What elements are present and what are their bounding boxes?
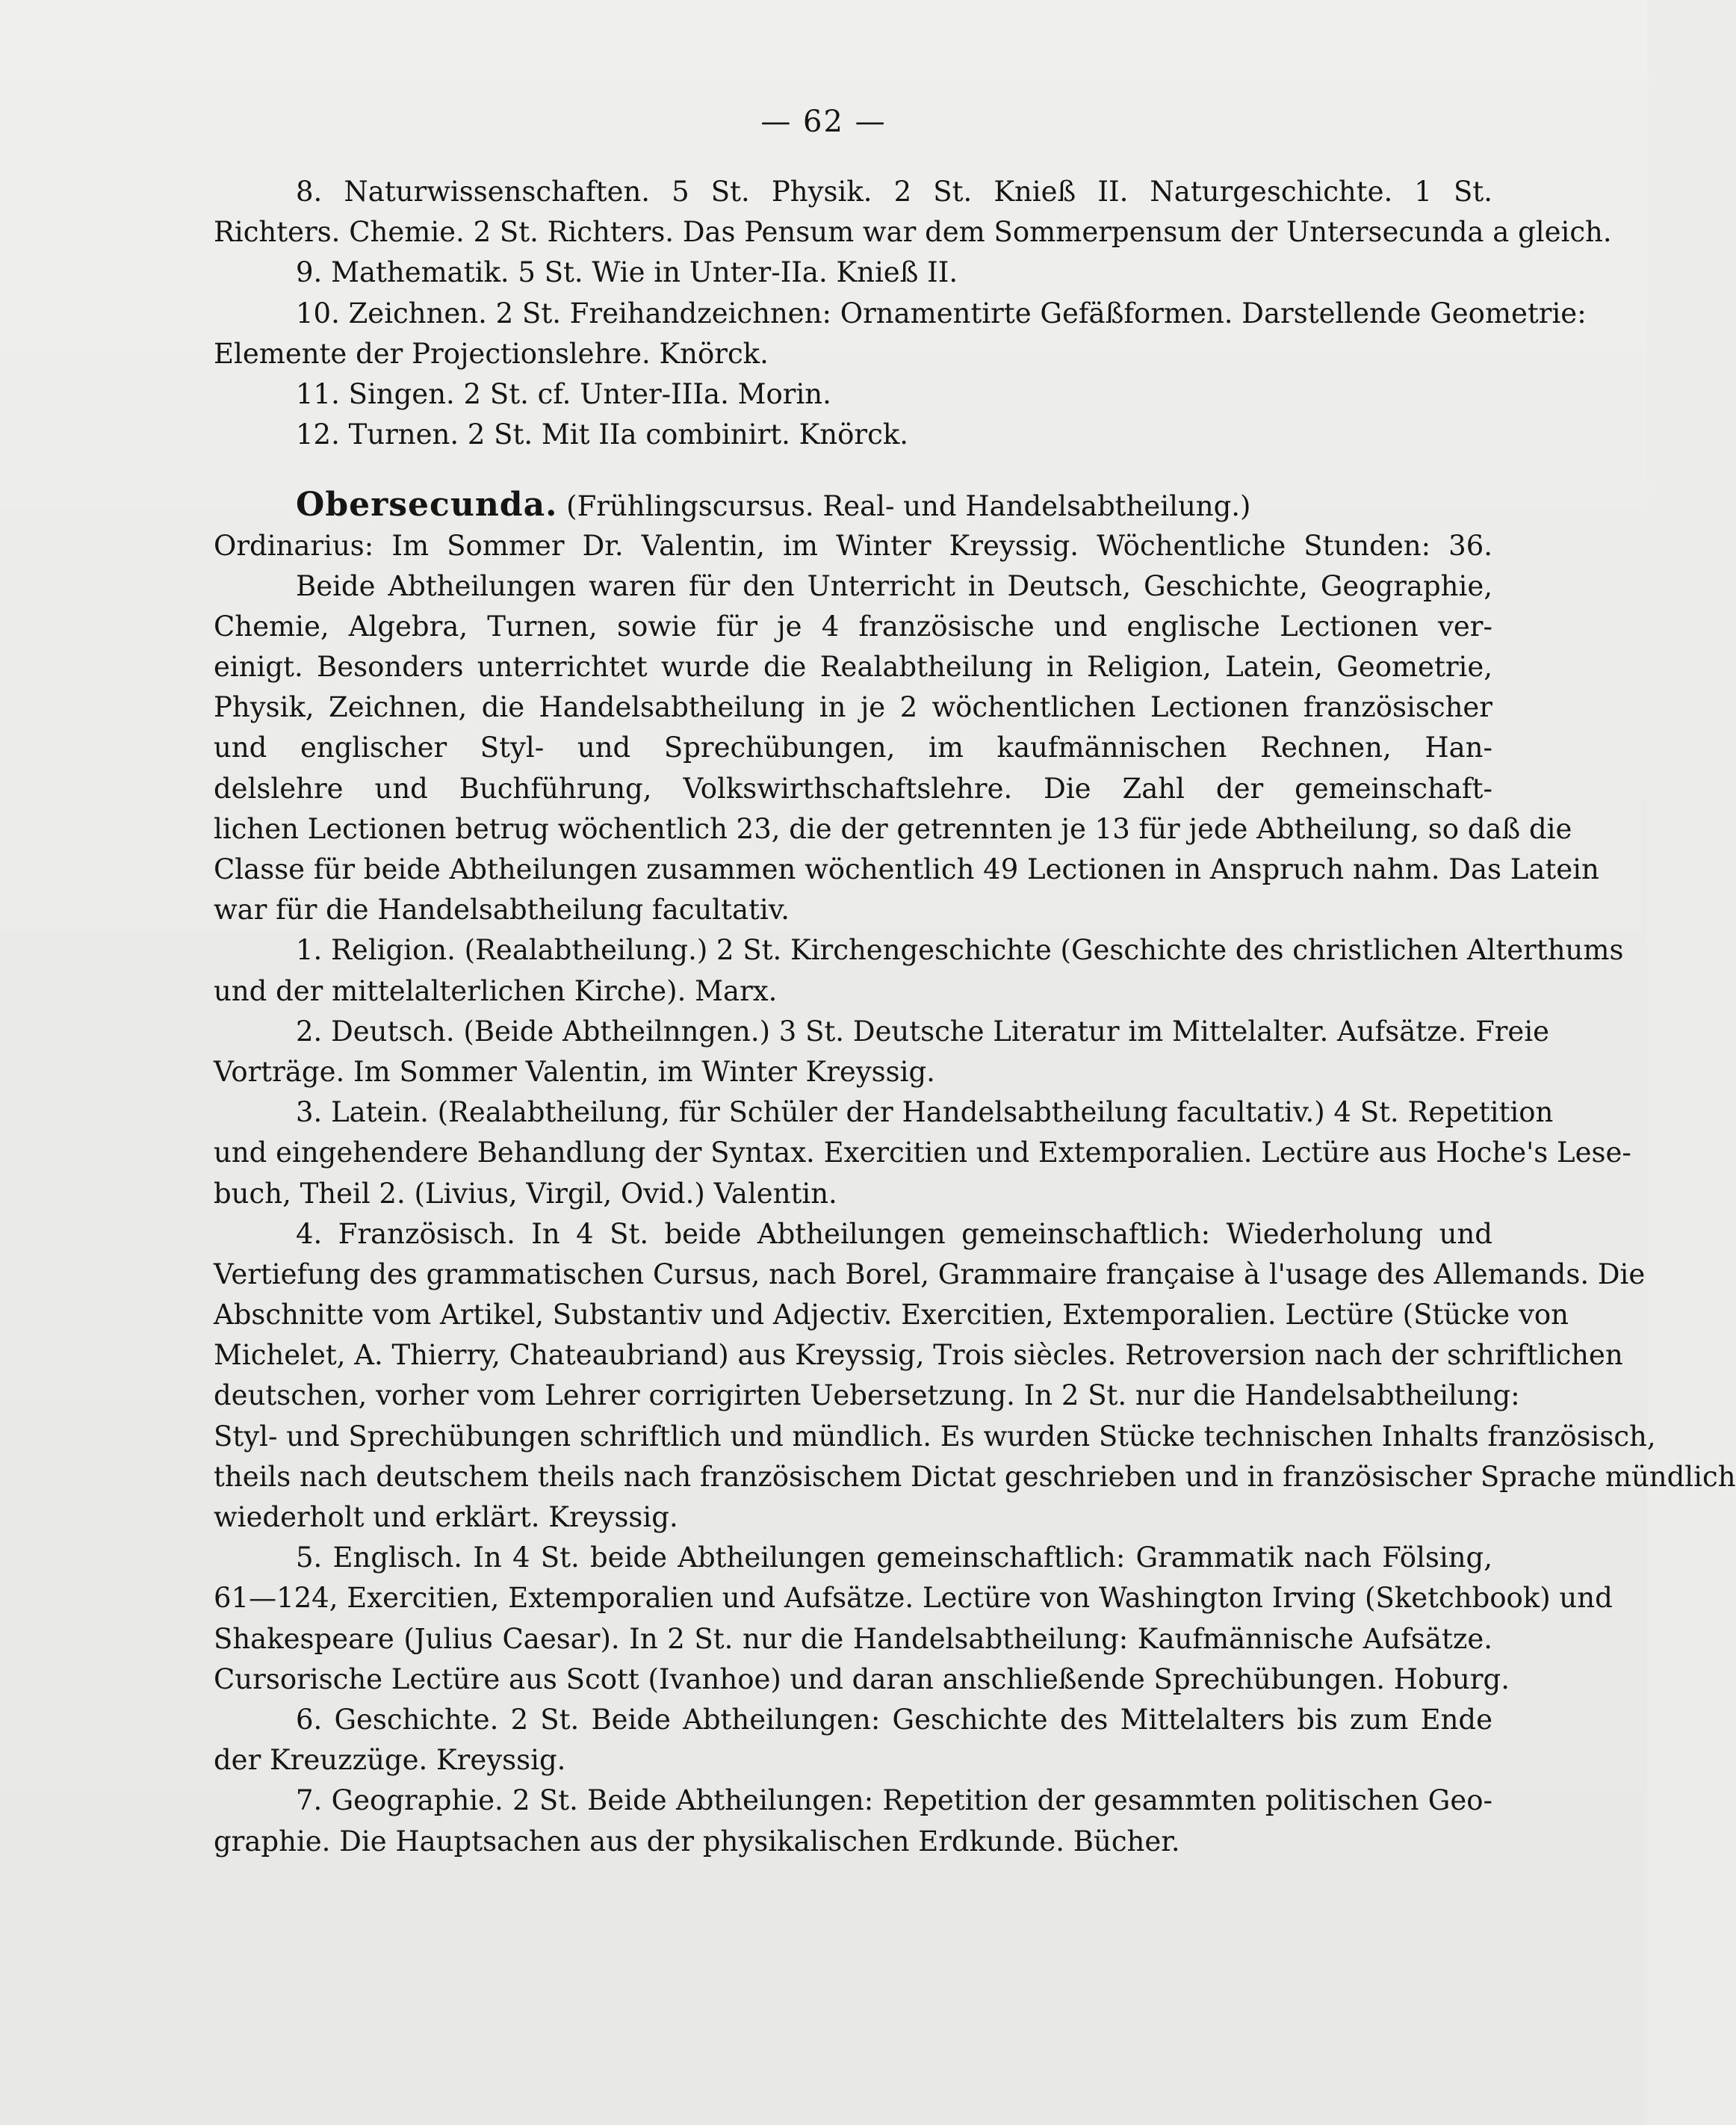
text-line: Beide Abtheilungen waren für den Unterricht in Deutsch, Geschichte, Geographie, xyxy=(296,569,1492,602)
text-line: buch, Theil 2. (Livius, Virgil, Ovid.) Valentin. xyxy=(214,1177,837,1210)
page-number: — 62 — xyxy=(760,105,887,139)
text-line: und der mittelalterlichen Kirche). Marx. xyxy=(214,974,778,1007)
text-line: und englischer Styl- und Sprechübungen, im kaufmännischen Rechnen, Han- xyxy=(214,731,1492,764)
text-line: 11. Singen. 2 St. cf. Unter-IIIa. Morin. xyxy=(296,377,831,410)
text-line: delslehre und Buchführung, Volkswirthschaftslehre. Die Zahl der gemeinschaft- xyxy=(214,772,1492,805)
text-line: Physik, Zeichnen, die Handelsabtheilung in je 2 wöchentlichen Lectionen französischer xyxy=(214,691,1492,724)
body-text xyxy=(214,172,1736,1862)
text-line: theils nach deutschem theils nach französischem Dictat geschrieben und in französischer Sprache mündlich xyxy=(214,1460,1736,1493)
text-line: 3. Latein. (Realabtheilung, für Schüler der Handelsabtheilung facultativ.) 4 St. Repetition xyxy=(296,1096,1554,1129)
text-line: 5. Englisch. In 4 St. beide Abtheilungen gemeinschaftlich: Grammatik nach Fölsing, xyxy=(296,1541,1492,1574)
text-line: Cursorische Lectüre aus Scott (Ivanhoe) und daran anschließende Sprechübungen. Hoburg. xyxy=(214,1662,1510,1695)
text-line: 4. Französisch. In 4 St. beide Abtheilungen gemeinschaftlich: Wiederholung und xyxy=(296,1217,1492,1250)
section-heading: Obersecunda. xyxy=(296,486,558,525)
section-heading-subtitle: (Frühlingscursus. Real- und Handelsabtheilung.) xyxy=(566,490,1251,523)
text-line: Vorträge. Im Sommer Valentin, im Winter Kreyssig. xyxy=(214,1055,935,1088)
text-line: 12. Turnen. 2 St. Mit IIa combinirt. Knörck. xyxy=(296,418,908,451)
text-line: Vertiefung des grammatischen Cursus, nach Borel, Grammaire française à l'usage des Allemands. Die xyxy=(214,1258,1646,1290)
text-line: 6. Geschichte. 2 St. Beide Abtheilungen: Geschichte des Mittelalters bis zum Ende xyxy=(296,1703,1492,1736)
text-line: deutschen, vorher vom Lehrer corrigirten Uebersetzung. In 2 St. nur die Handelsabtheilung: xyxy=(214,1379,1520,1412)
text-line: Shakespeare (Julius Caesar). In 2 St. nur die Handelsabtheilung: Kaufmännische Aufsätze. xyxy=(214,1622,1492,1655)
text-line: graphie. Die Hauptsachen aus der physikalischen Erdkunde. Bücher. xyxy=(214,1825,1180,1858)
text-line: Michelet, A. Thierry, Chateaubriand) aus Kreyssig, Trois siècles. Retroversion nach der schriftlichen xyxy=(214,1339,1623,1372)
text-line: Styl- und Sprechübungen schriftlich und mündlich. Es wurden Stücke technischen Inhalts französisch, xyxy=(214,1420,1656,1453)
text-line: 7. Geographie. 2 St. Beide Abtheilungen: Repetition der gesammten politischen Geo- xyxy=(296,1784,1492,1817)
text-line: wiederholt und erklärt. Kreyssig. xyxy=(214,1501,678,1533)
text-line: Elemente der Projectionslehre. Knörck. xyxy=(214,337,769,370)
text-line: 1. Religion. (Realabtheilung.) 2 St. Kirchengeschichte (Geschichte des christlichen Alterthums xyxy=(296,934,1624,967)
text-line: Chemie, Algebra, Turnen, sowie für je 4 französische und englische Lectionen ver- xyxy=(214,610,1492,643)
section-heading-line xyxy=(214,485,1492,525)
ordinarius-line: Ordinarius: Im Sommer Dr. Valentin, im Winter Kreyssig. Wöchentliche Stunden: 36. xyxy=(214,529,1492,562)
text-line: und eingehendere Behandlung der Syntax. Exercitien und Extemporalien. Lectüre aus Hoche's Lese- xyxy=(214,1136,1631,1169)
text-line: 2. Deutsch. (Beide Abtheilnngen.) 3 St. Deutsche Literatur im Mittelalter. Aufsätze. Freie xyxy=(296,1015,1550,1048)
text-line: 10. Zeichnen. 2 St. Freihandzeichnen: Ornamentirte Gefäßformen. Darstellende Geometrie: xyxy=(296,297,1587,330)
text-line: einigt. Besonders unterrichtet wurde die Realabtheilung in Religion, Latein, Geometrie, xyxy=(214,651,1492,684)
text-line: lichen Lectionen betrug wöchentlich 23, die der getrennten je 13 für jede Abtheilung, so daß die xyxy=(214,812,1572,845)
text-line: 61—124, Exercitien, Extemporalien und Aufsätze. Lectüre von Washington Irving (Sketchbook) und xyxy=(214,1582,1613,1615)
text-line: Classe für beide Abtheilungen zusammen wöchentlich 49 Lectionen in Anspruch nahm. Das Latein xyxy=(214,853,1599,885)
text-line: 9. Mathematik. 5 St. Wie in Unter-IIa. Knieß II. xyxy=(296,256,958,289)
text-line: war für die Handelsabtheilung facultativ. xyxy=(214,894,790,927)
text-line: Abschnitte vom Artikel, Substantiv und Adjectiv. Exercitien, Extemporalien. Lectüre (Stücke von xyxy=(214,1299,1569,1331)
text-line: 8. Naturwissenschaften. 5 St. Physik. 2 St. Knieß II. Naturgeschichte. 1 St. xyxy=(296,176,1492,208)
text-line: Richters. Chemie. 2 St. Richters. Das Pensum war dem Sommerpensum der Untersecunda a gleich. xyxy=(214,216,1612,249)
text-line: der Kreuzzüge. Kreyssig. xyxy=(214,1744,566,1777)
